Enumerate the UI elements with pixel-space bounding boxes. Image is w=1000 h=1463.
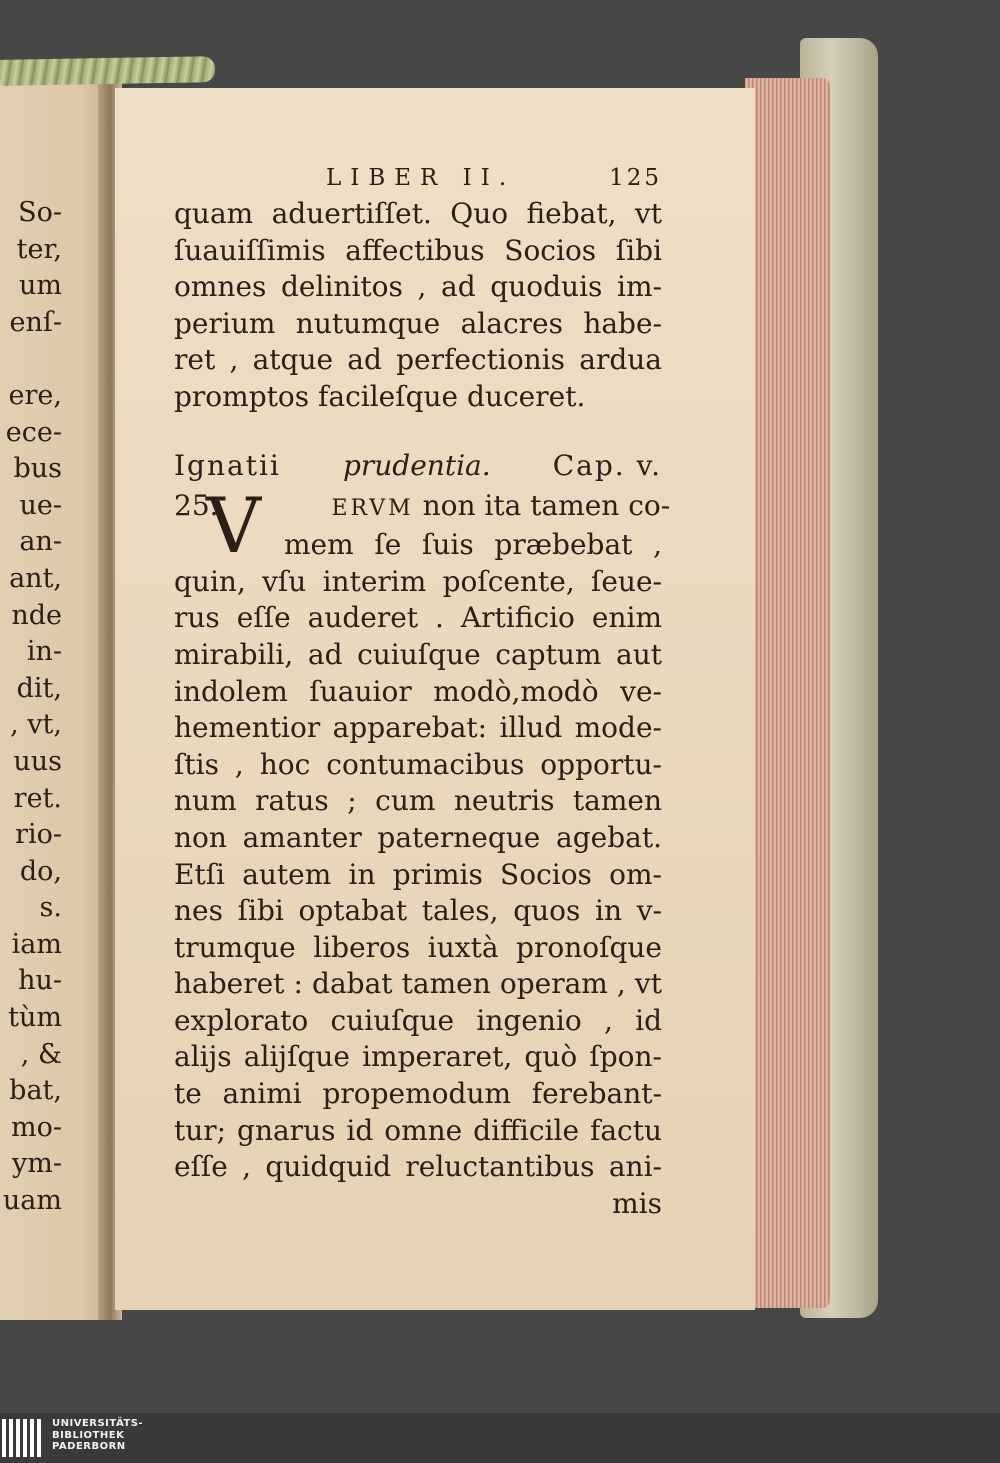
logo-line: PADERBORN <box>52 1441 126 1452</box>
left-page-fragment: ant, <box>9 562 62 594</box>
left-page-fragment: ret. <box>13 782 62 814</box>
text-line: trumque liberos iuxtà pronoſque <box>174 930 662 964</box>
left-page-fragment: enſ- <box>9 306 62 338</box>
left-page-fragment: tùm <box>8 1002 62 1034</box>
left-page-fragment: iam <box>11 928 62 960</box>
text-line: perium nutumque alacres habe- <box>174 306 662 340</box>
right-page-text <box>174 160 671 1222</box>
page-edges <box>745 78 830 1308</box>
drop-cap-initial: V <box>206 480 261 570</box>
library-logo-text <box>52 1418 143 1453</box>
left-page-fragment: nde <box>11 599 62 631</box>
left-page-fragment: bus <box>13 453 62 485</box>
left-page-fragment: , vt, <box>10 709 62 741</box>
text-line: nes ſibi optabat tales, quos in v- <box>174 894 662 928</box>
chapter-number: Cap. v. <box>552 448 662 482</box>
text-line: mirabili, ad cuiuſque captum aut <box>174 637 662 671</box>
left-page-fragment: So- <box>18 197 62 228</box>
left-page-fragment: ere, <box>8 379 62 411</box>
left-page-fragment: uam <box>2 1185 62 1217</box>
bookmark-ribbon <box>0 56 215 86</box>
left-page-text-fragments <box>0 195 62 1220</box>
catchword: mis <box>612 1186 662 1220</box>
library-footer <box>0 1413 1000 1463</box>
text-line: omnes delinitos , ad quoduis im- <box>174 270 662 304</box>
text-line: ret , atque ad perfectionis ardua <box>174 343 662 377</box>
paragraph-2 <box>174 564 662 1186</box>
text-line: eſſe , quidquid reluctantibus ani- <box>174 1150 662 1184</box>
chapter-heading <box>174 446 662 486</box>
text-line: rus eſſe auderet . Artificio enim <box>174 601 662 635</box>
left-page-fragment: ter, <box>16 233 62 265</box>
text-line: hementior apparebat: illud mode- <box>174 711 662 745</box>
logo-line: BIBLIOTHEK <box>52 1429 125 1441</box>
left-page-fragment: bat, <box>9 1075 62 1107</box>
text-line: alijs alijſque imperaret, quò ſpon- <box>174 1040 662 1074</box>
left-page-fragment: s. <box>39 892 62 924</box>
logo-line: UNIVERSITÄTS- <box>52 1418 144 1429</box>
left-page-fragment: an- <box>19 526 62 558</box>
text-line: num ratus ; cum neutris tamen <box>174 784 662 818</box>
text-line: Etſi autem in primis Socios om- <box>174 857 662 891</box>
text-line: indolem ſuauior modò,modò ve- <box>174 674 662 708</box>
left-page-fragment: hu- <box>18 965 62 997</box>
text-line: tur; gnarus id omne difficile factu <box>174 1113 662 1147</box>
chapter-subject: prudentia. <box>342 448 491 482</box>
running-head <box>174 160 662 196</box>
text-line: te animi propemodum ferebant- <box>174 1077 662 1111</box>
left-page-fragment: ym- <box>12 1148 62 1180</box>
left-page-fragment <box>0 341 62 378</box>
text-line: promptos facileſque duceret. <box>174 379 586 413</box>
text-line: haberet : dabat tamen operam , vt <box>174 967 662 1001</box>
text-line: explorato cuiuſque ingenio , id <box>174 1003 662 1037</box>
text-line-rest: non ita tamen co- <box>422 488 671 522</box>
section-number: 25. <box>174 488 219 522</box>
chapter-name: Ignatii <box>174 448 281 482</box>
page-number: 125 <box>609 165 662 191</box>
left-page-fragment: ece- <box>5 416 62 448</box>
running-head-title: LIBER II. <box>326 165 516 191</box>
small-caps-word: ERVM <box>331 495 414 521</box>
left-page-fragment: uus <box>13 745 62 777</box>
text-line: ſtis , hoc contumacibus opportu- <box>174 747 662 781</box>
left-page-fragment: , & <box>20 1038 62 1070</box>
left-page-fragment: mo- <box>11 1111 62 1143</box>
left-page-fragment: rio- <box>15 819 62 851</box>
text-line: ſuauiſſimis affectibus Socios ſibi <box>174 233 662 267</box>
text-line: quam aduertiſſet. Quo fiebat, vt <box>174 197 662 230</box>
paragraph-1 <box>174 196 662 416</box>
text-line: mem ſe ſuis præbebat , <box>284 528 662 562</box>
text-line: quin, vſu interim poſcente, ſeue- <box>174 564 662 598</box>
text-line: non amanter paterneque agebat. <box>174 820 662 854</box>
library-logo-icon <box>2 1419 42 1457</box>
left-page-fragment: do, <box>19 855 62 887</box>
left-page-fragment: um <box>19 270 62 302</box>
left-page-fragment: dit, <box>16 672 62 704</box>
left-page-fragment: ue- <box>19 489 62 521</box>
left-page-fragment: in- <box>26 636 62 668</box>
paragraph-2-opening <box>174 480 671 570</box>
